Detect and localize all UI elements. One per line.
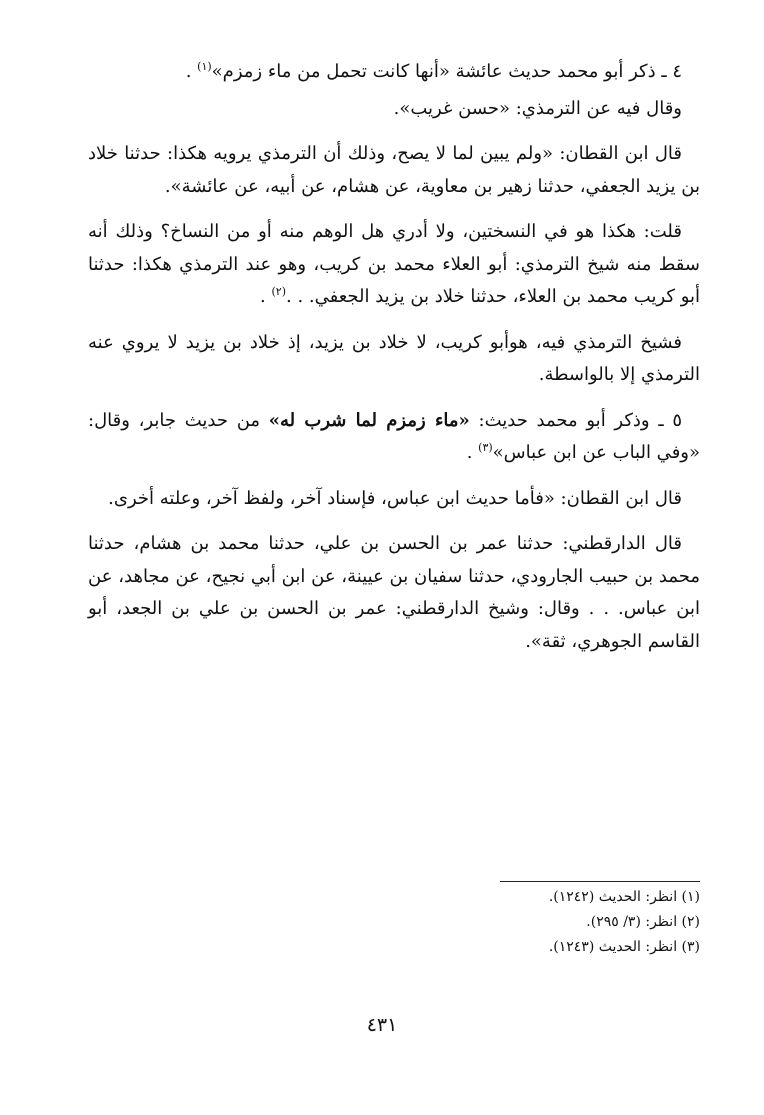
- paragraph-tirmidhi-grade: وقال فيه عن الترمذي: «حسن غريب».: [393, 97, 682, 119]
- page-number: ٤٣١: [366, 1014, 398, 1036]
- paragraph-hadith-4: [88, 56, 700, 89]
- paragraph-text: .: [260, 286, 272, 307]
- footnote-divider: [500, 881, 700, 882]
- footnote-3: (٣) انظر: الحديث (١٢٤٣).: [548, 939, 700, 955]
- paragraph-text: من حديث جابر، وقال: «وفي الباب عن ابن عباس»: [88, 409, 700, 463]
- footnote-ref-3[interactable]: (٣): [478, 441, 493, 454]
- hadith-quote: «ماء زمزم لما شرب له»: [268, 409, 470, 431]
- paragraph-text: .: [185, 61, 198, 82]
- paragraph-ibn-qattan-1: قال ابن القطان: «ولم يبين لما لا يصح، وذلك أن الترمذي يرويه هكذا: حدثنا خلاد بن يزيد الجعفي، حدثنا زهير بن معاوية، عن هشام، عن أبيه، عن عائشة».: [88, 143, 700, 197]
- footnote-ref-1[interactable]: (١): [197, 60, 212, 73]
- paragraph-text: قلت: هكذا هو في النسختين، ولا أدري هل الوهم منه أو من النساخ؟ وذلك أنه سقط منه شيخ الترمذي: أبو العلاء محمد بن كريب، وهو عند الترمذي هكذا: حدثنا أبو كريب محمد بن العلاء، حدثنا خلاد بن يزيد الجعفي. . .: [88, 221, 700, 307]
- paragraph-text: ٤ ـ ذكر أبو محمد حديث عائشة «أنها كانت تحمل من ماء زمزم»: [211, 61, 682, 82]
- main-text: [88, 56, 700, 671]
- footnote-1: (١) انظر: الحديث (١٢٤٢).: [548, 889, 700, 905]
- footnote-ref-2[interactable]: (٢): [271, 285, 286, 298]
- paragraph-hadith-5: [88, 405, 700, 470]
- paragraph-text: ٥ ـ وذكر أبو محمد حديث:: [469, 409, 683, 431]
- footnotes: [300, 885, 700, 960]
- paragraph-text: .: [466, 442, 479, 463]
- paragraph-daraqutni: قال الدارقطني: حدثنا عمر بن الحسن بن علي، حدثنا محمد بن هشام، حدثنا محمد بن حبيب الجارودي، حدثنا سفيان بن عيينة، عن ابن أبي نجيح، عن مجاهد، عن ابن عباس. . . وقال: وشيخ الدارقطني: عمر بن الحسن بن علي بن الجعد، أبو القاسم الجوهري، ثقة».: [88, 533, 700, 652]
- footnote-2: (٢) انظر: (٣/ ٢٩٥).: [586, 914, 700, 930]
- paragraph-comment-1: [88, 216, 700, 314]
- paragraph-ibn-qattan-2: قال ابن القطان: «فأما حديث ابن عباس، فإسناد آخر، ولفظ آخر، وعلته أخرى.: [108, 487, 682, 509]
- paragraph-comment-2: فشيخ الترمذي فيه، هوأبو كريب، لا خلاد بن يزيد، إذ خلاد بن يزيد لا يروي عنه الترمذي إلا بالواسطة.: [88, 331, 700, 385]
